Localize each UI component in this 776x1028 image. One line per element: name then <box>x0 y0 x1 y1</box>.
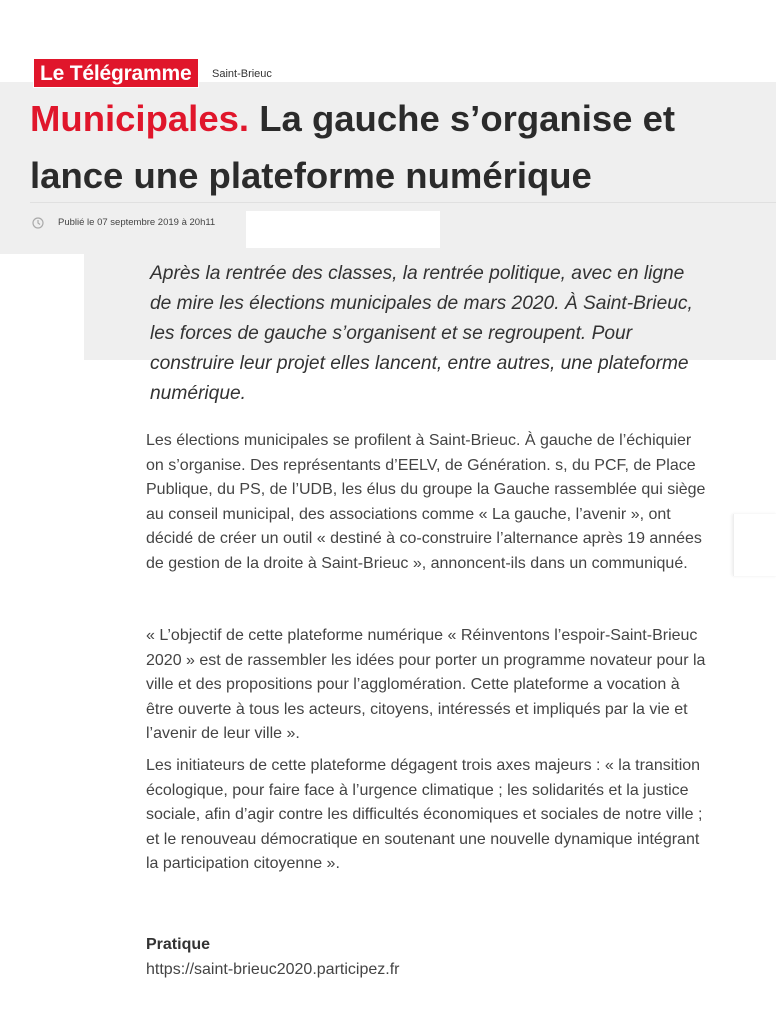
title-kicker: Municipales. <box>30 98 250 139</box>
title-line1: La gauche s’organise et <box>259 98 676 139</box>
paragraph-2: « L’objectif de cette plateforme numérique « Réinventons l’espoir-Saint-Brieuc 2020 » est de rassembler les idées pour porter un programme novateur pour la ville et des propositions pour l’agglomération. Cette plateforme a vocation à être ouverte à tous les acteurs, citoyens, intéressés et impliqués par la vie et l’avenir de leur ville ». <box>146 627 706 743</box>
clock-icon <box>32 217 44 229</box>
divider <box>30 202 776 203</box>
brand-logo[interactable]: Le Télégramme <box>33 58 199 88</box>
title-line2b: plateforme numérique <box>208 155 592 196</box>
article-title <box>30 90 770 204</box>
side-widget-tab[interactable] <box>733 514 776 576</box>
published-date: Publié le 07 septembre 2019 à 20h11 <box>58 217 216 228</box>
section-label[interactable]: Saint-Brieuc <box>212 68 272 80</box>
article-chapo: Après la rentrée des classes, la rentrée politique, avec en ligne de mire les élections municipales de mars 2020. À Saint-Brieuc, les forces de gauche s’organisent et se regroupent. Pour construire leur projet elles lancent, entre autres, une plateforme numérique. <box>150 263 693 404</box>
title-line2a: lance une <box>30 155 199 196</box>
paragraph-1: Les élections municipales se profilent à Saint-Brieuc. À gauche de l’échiquier on s’organise. Des représentants d’EELV, de Génération. s, du PCF, de Place Publique, du PS, de l’UDB, les élus du groupe la Gauche rassemblée qui siège au conseil municipal, des associations comme « La gauche, l’avenir », ont décidé de créer un outil « destiné à co-construire l’alternance après 19 années de gestion de la droite à Saint-Brieuc », annoncent-ils dans un communiqué. <box>146 432 706 572</box>
publication-meta <box>32 215 215 231</box>
pratique-heading: Pratique <box>146 936 211 953</box>
pratique-link[interactable]: https://saint-brieuc2020.participez.fr <box>146 961 400 978</box>
paragraph-3: Les initiateurs de cette plateforme dégagent trois axes majeurs : « la transition écologique, pour faire face à l’urgence climatique ; les solidarités et la justice sociale, afin d’agir contre les difficultés économiques et sociales de notre ville ; et le renouveau démocratique en soutenant une nouvelle dynamique intégrant la participation citoyenne ». <box>146 757 703 873</box>
blank-overlay <box>246 211 440 248</box>
